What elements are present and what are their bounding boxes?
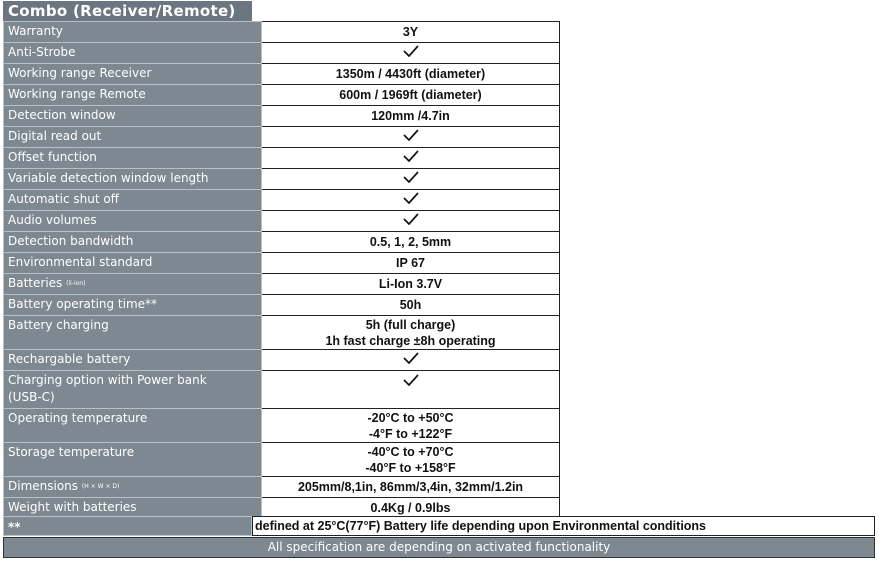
row-label-line: (USB-C)	[8, 390, 55, 404]
row-label: Offset function	[4, 148, 262, 169]
check-icon	[403, 45, 419, 57]
table-row	[4, 85, 560, 106]
row-value-line: -4°F to +122°F	[368, 426, 453, 441]
row-label	[4, 274, 262, 295]
row-label: Digital read out	[4, 127, 262, 148]
row-label: Battery charging	[4, 316, 262, 350]
row-value: 50h	[262, 295, 560, 316]
row-label: Environmental standard	[4, 253, 262, 274]
row-value	[262, 371, 560, 409]
row-value: 0.4Kg / 0.9lbs	[262, 498, 560, 519]
row-label	[4, 371, 262, 409]
row-label-text: Dimensions	[8, 479, 79, 493]
spec-table	[3, 21, 560, 519]
table-row	[4, 274, 560, 295]
row-value-line: 1h fast charge ±8h operating	[325, 333, 496, 348]
table-row	[4, 350, 560, 371]
row-label	[4, 477, 262, 498]
row-value	[262, 190, 560, 211]
row-label-note: (li-ion)	[66, 280, 86, 287]
table-row	[4, 253, 560, 274]
check-icon	[403, 192, 419, 204]
row-value	[262, 169, 560, 190]
row-label: Rechargable battery	[4, 350, 262, 371]
row-value	[262, 43, 560, 64]
table-row	[4, 22, 560, 43]
row-value-line: 5h (full charge)	[365, 317, 456, 332]
footnote-marker: **	[3, 516, 252, 536]
check-icon	[403, 129, 419, 141]
row-label: Audio volumes	[4, 211, 262, 232]
table-row	[4, 371, 560, 409]
check-icon	[403, 352, 419, 364]
footnote-row	[3, 516, 875, 536]
table-row	[4, 316, 560, 350]
row-value: 120mm /4.7in	[262, 106, 560, 127]
row-value-line: -20°C to +50°C	[367, 410, 454, 425]
row-value: Li-Ion 3.7V	[262, 274, 560, 295]
row-label: Battery operating time**	[4, 295, 262, 316]
row-label: Weight with batteries	[4, 498, 262, 519]
row-label: Detection bandwidth	[4, 232, 262, 253]
row-value	[262, 127, 560, 148]
table-row	[4, 477, 560, 498]
row-value	[262, 211, 560, 232]
row-label: Warranty	[4, 22, 262, 43]
row-value: 1350m / 4430ft (diameter)	[262, 64, 560, 85]
row-label-note: (H × W × D)	[81, 483, 120, 490]
row-label: Anti-Strobe	[4, 43, 262, 64]
row-value	[262, 443, 560, 477]
table-row	[4, 169, 560, 190]
table-title: Combo (Receiver/Remote)	[3, 1, 252, 21]
table-row	[4, 409, 560, 443]
table-row	[4, 148, 560, 169]
table-row	[4, 106, 560, 127]
table-row	[4, 443, 560, 477]
row-label-line: Charging option with Power bank	[8, 373, 207, 387]
table-row	[4, 232, 560, 253]
row-value-line: -40°F to +158°F	[365, 460, 456, 475]
row-value: 600m / 1969ft (diameter)	[262, 85, 560, 106]
row-label-text: Batteries	[8, 276, 63, 290]
check-icon	[403, 150, 419, 162]
row-label: Working range Remote	[4, 85, 262, 106]
row-label: Working range Receiver	[4, 64, 262, 85]
table-row	[4, 127, 560, 148]
row-value	[262, 316, 560, 350]
row-value	[262, 409, 560, 443]
check-icon	[403, 171, 419, 183]
check-icon	[403, 374, 419, 386]
row-label: Variable detection window length	[4, 169, 262, 190]
table-row	[4, 211, 560, 232]
row-value	[262, 148, 560, 169]
row-value: IP 67	[262, 253, 560, 274]
row-value: 3Y	[262, 22, 560, 43]
row-label: Operating temperature	[4, 409, 262, 443]
row-value: 205mm/8,1in, 86mm/3,4in, 32mm/1.2in	[262, 477, 560, 498]
row-label: Storage temperature	[4, 443, 262, 477]
table-row	[4, 295, 560, 316]
row-value	[262, 350, 560, 371]
check-icon	[403, 213, 419, 225]
table-row	[4, 43, 560, 64]
footnote-text: defined at 25°C(77°F) Battery life depending upon Environmental conditions	[252, 516, 875, 536]
row-value-line: -40°C to +70°C	[367, 444, 454, 459]
table-row	[4, 190, 560, 211]
table-row	[4, 64, 560, 85]
row-label: Automatic shut off	[4, 190, 262, 211]
row-label: Detection window	[4, 106, 262, 127]
row-value: 0.5, 1, 2, 5mm	[262, 232, 560, 253]
disclaimer-bar: All specification are depending on activated functionality	[3, 537, 875, 558]
